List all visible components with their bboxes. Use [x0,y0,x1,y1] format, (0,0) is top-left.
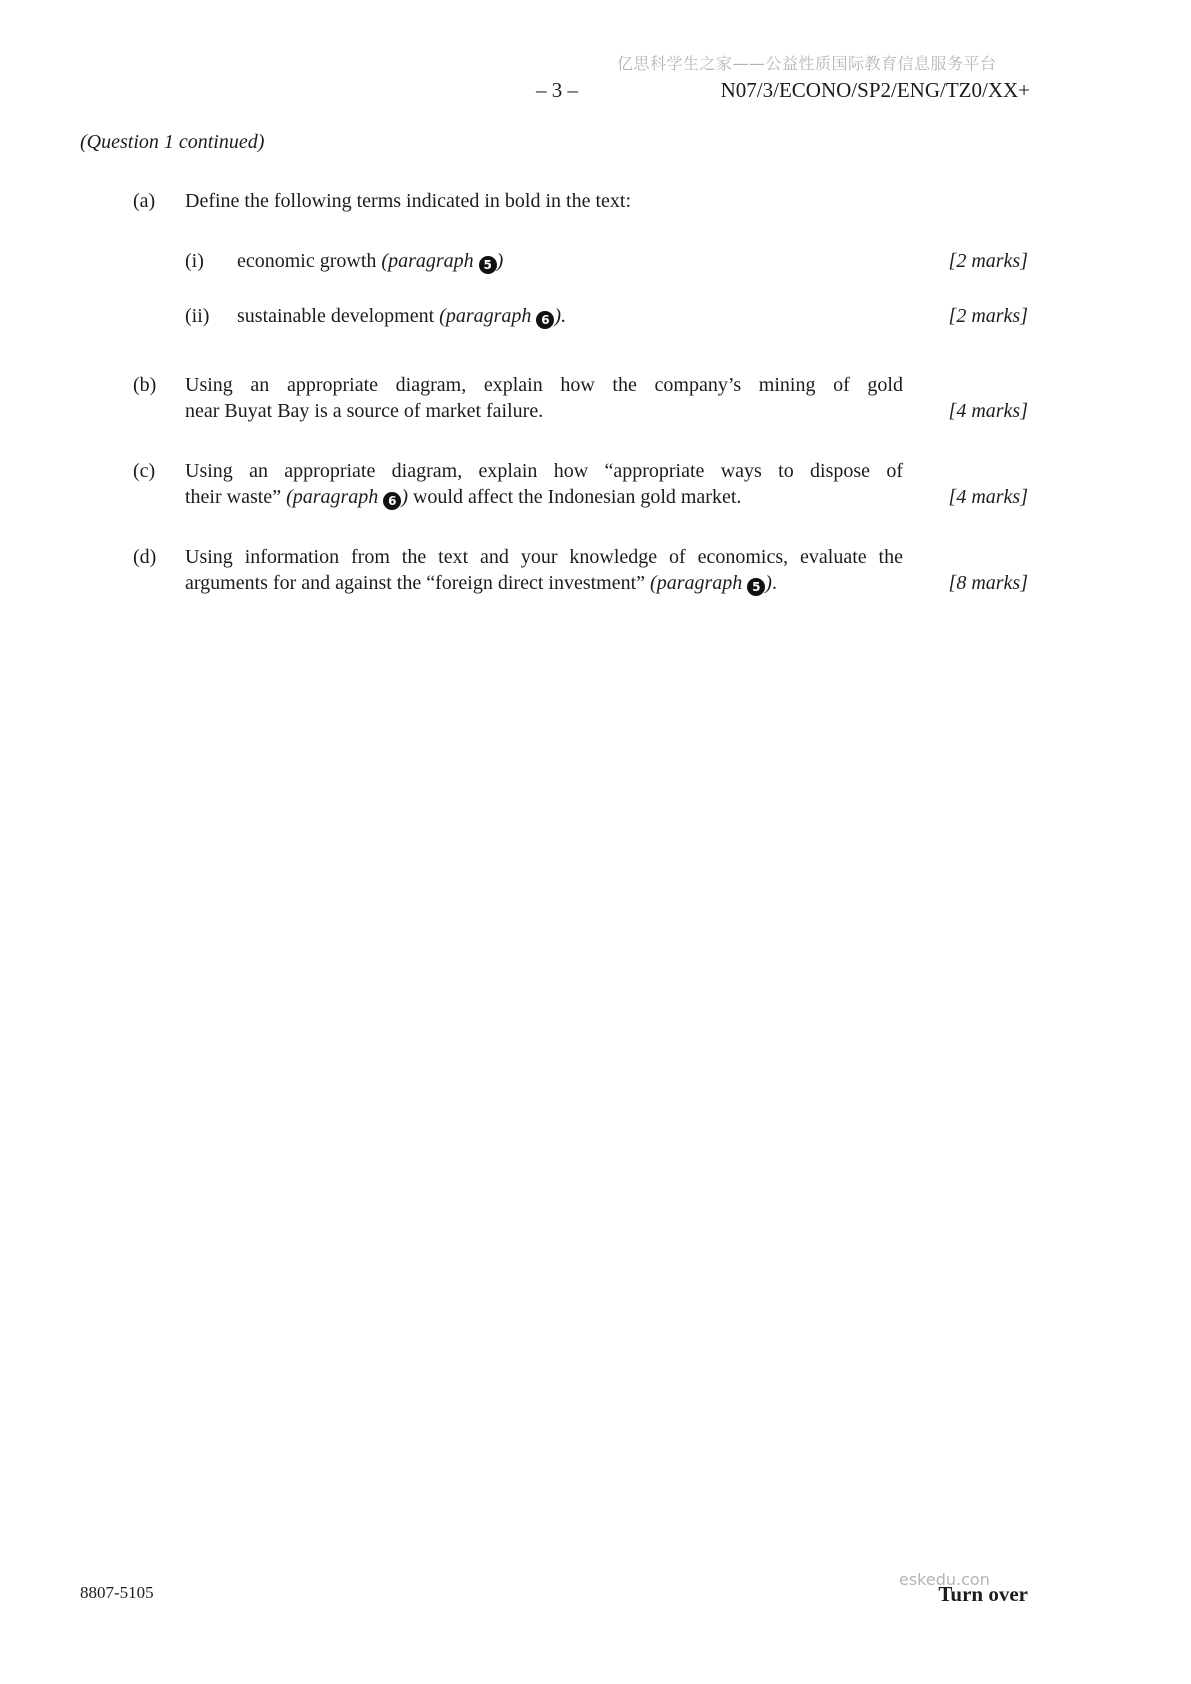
question-c-line1: Using an appropriate diagram, explain how “appropriate ways to dispose of [185,460,903,482]
question-a-i-text [237,248,503,274]
question-b-line2: near Buyat Bay is a source of market failure. [185,400,544,422]
paper-reference-code: N07/3/ECONO/SP2/ENG/TZ0/XX+ [720,78,1030,102]
question-a-i-label: (i) [185,250,204,272]
question-d-line1: Using information from the text and your knowledge of economics, evaluate the [185,546,903,568]
marks-d: [8 marks] [948,572,1028,594]
question-a-ii-label: (ii) [185,305,210,327]
question-continued-note: (Question 1 continued) [80,131,265,153]
term-text: economic growth [237,250,382,272]
question-a [133,188,903,214]
paper-footer-code: 8807-5105 [80,1583,154,1602]
turn-over-label: Turn over [938,1582,1028,1606]
question-c-text [185,458,903,510]
marks-a-i: [2 marks] [948,250,1028,272]
question-d-line2 [185,570,903,596]
question-c-line2 [185,484,903,510]
question-b [133,372,903,424]
paragraph-5-badge: 5 [479,256,497,274]
paragraph-ref-close: ) [496,250,504,272]
quote-text: their waste” [185,486,287,508]
question-d-label: (d) [133,546,157,568]
paragraph-ref-text: (paragraph [650,572,748,594]
question-b-line1: Using an appropriate diagram, explain how the company’s mining of gold [185,374,903,396]
marks-a-ii: [2 marks] [948,305,1028,327]
quote-text: arguments for and against the “foreign direct investment” [185,572,651,594]
marks-c: [4 marks] [948,486,1028,508]
question-d [133,544,903,596]
footer-watermark: eskedu.con [899,1570,990,1589]
paragraph-5-badge: 5 [747,578,765,596]
paragraph-6-badge: 6 [383,492,401,510]
question-b-text [185,372,903,424]
paragraph-ref-text: (paragraph [381,250,479,272]
question-a-text: Define the following terms indicated in bold in the text: [185,190,632,212]
term-text: sustainable development [237,305,440,327]
question-d-text [185,544,903,596]
paragraph-ref-text: (paragraph [439,305,537,327]
question-c-label: (c) [133,460,156,482]
paragraph-ref-close: ) [765,572,772,594]
question-d-line2-rest: . [771,572,777,594]
paragraph-ref-close: ) [401,486,408,508]
question-a-ii-text [237,303,566,329]
question-c [133,458,903,510]
paragraph-6-badge: 6 [536,311,554,329]
question-b-label: (b) [133,374,157,396]
question-c-line2-rest: would affect the Indonesian gold market. [407,486,742,508]
question-a-label: (a) [133,190,156,212]
top-watermark: 亿思科学生之家——公益性质国际教育信息服务平台 [617,54,997,73]
marks-b: [4 marks] [948,400,1028,422]
question-a-i [185,248,503,274]
paragraph-ref-close: ). [554,305,567,327]
question-a-ii [185,303,566,329]
page-number: – 3 – [536,78,578,102]
paragraph-ref-text: (paragraph [286,486,384,508]
